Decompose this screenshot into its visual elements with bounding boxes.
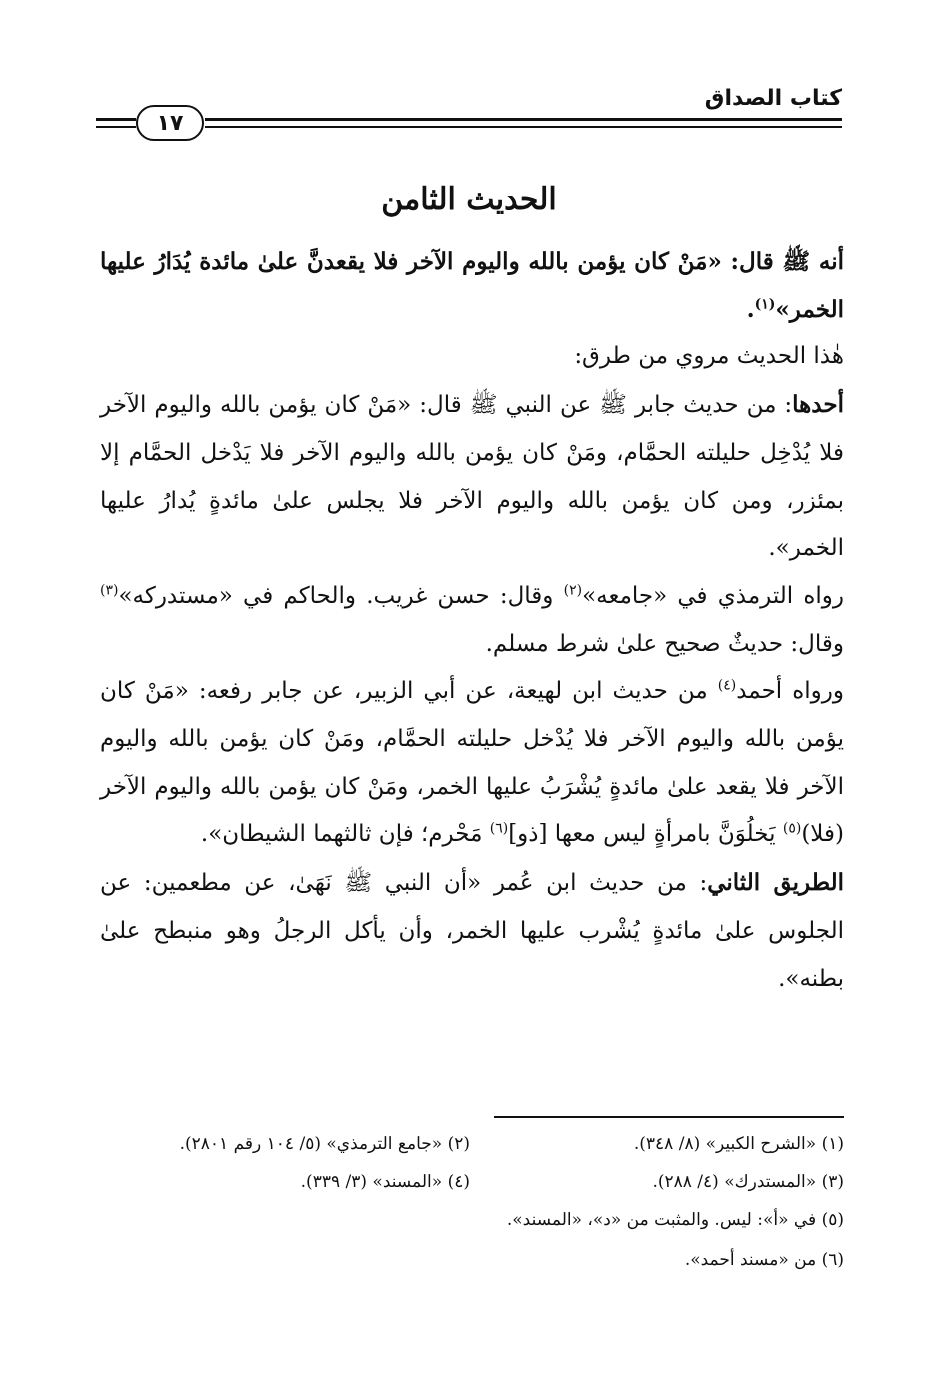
footnote-ref-4: (٤) xyxy=(717,677,737,694)
header-rule-left-thin xyxy=(96,126,136,128)
footnote-6: (٦) من «مسند أحمد». xyxy=(684,1250,844,1270)
para-5-tail: من حديث ابن لهيعة، عن أبي الزبير، عن جابر رفعه: «مَنْ كان يؤمن بالله واليوم الآخر فلا يُدْخل حليلته الحمَّام، ومَنْ كان يؤمن بالله واليوم الآخر فلا يقعد علىٰ مائدةٍ يُشْرَبُ عليها الخمر، ومَنْ كان يؤمن بالله واليوم الآخر (فلا) xyxy=(100,678,844,848)
footnote-1: (١) «الشرح الكبير» (٨/ ٣٤٨). xyxy=(633,1134,844,1154)
header-rule-thin xyxy=(205,126,842,128)
paragraph-2 xyxy=(100,333,844,381)
paragraph-5 xyxy=(100,668,844,859)
footnote-ref-5: (٥) xyxy=(782,820,802,837)
page-number-badge: ١٧ xyxy=(136,105,204,141)
para-5-text: ورواه أحمد xyxy=(736,678,844,705)
para-1-text: أنه ﷺ قال: «مَنْ كان يؤمن بالله واليوم الآخر فلا يقعدنَّ علىٰ مائدة يُدَارُ عليها الخمر» xyxy=(100,248,844,323)
paragraph-1 xyxy=(100,238,844,333)
main-text xyxy=(100,238,844,1003)
footnote-ref-6: (٦) xyxy=(489,820,509,837)
footnote-3: (٣) «المستدرك» (٤/ ٢٨٨). xyxy=(652,1172,844,1192)
para-5-tail2: يَخلُوَنَّ بامرأةٍ ليس معها [ذو] xyxy=(508,821,783,848)
para-4-tail: وقال: حسن غريب. والحاكم في «مستدركه» xyxy=(118,582,564,609)
paragraph-3 xyxy=(100,381,844,573)
footnote-separator xyxy=(494,1116,844,1118)
para-2-text: هٰذا الحديث مروي من طرق: xyxy=(574,343,844,370)
para-6-lead: الطريق الثاني xyxy=(707,869,845,897)
header-rule-thick xyxy=(205,118,842,121)
para-6-text: : من حديث ابن عُمر «أن النبي ﷺ نَهَىٰ، عن مطعمين: عن الجلوس علىٰ مائدةٍ يُشْرب عليها الخمر، وأن يأكل الرجلُ وهو منبطح علىٰ بطنه». xyxy=(100,870,844,992)
running-header-title: كتاب الصداق xyxy=(704,86,842,111)
para-4-text: رواه الترمذي في «جامعه» xyxy=(582,582,845,609)
footnote-4: (٤) «المسند» (٣/ ٣٣٩). xyxy=(300,1172,470,1192)
paragraph-4 xyxy=(100,573,844,668)
para-5-tail3: مَحْرم؛ فإن ثالثهما الشيطان». xyxy=(200,821,490,848)
footnote-ref-2: (٢) xyxy=(563,582,583,599)
para-3-text: : من حديث جابر ﷺ عن النبي ﷺ قال: «مَنْ كان يؤمن بالله واليوم الآخر فلا يُدْخِل حليلته الحمَّام، ومَنْ كان يؤمن بالله واليوم الآخر فلا يَدْخل الحمَّام إلا بمئزر، ومن كان يؤمن بالله واليوم الآخر فلا يجلس علىٰ مائدةٍ يُدارُ عليها الخمر». xyxy=(100,392,844,562)
footnote-ref-1: (١) xyxy=(754,296,776,313)
footnote-2: (٢) «جامع الترمذي» (٥/ ١٠٤ رقم ٢٨٠١). xyxy=(179,1134,470,1154)
header-rule-left-thick xyxy=(96,118,136,121)
footnote-ref-3: (٣) xyxy=(100,582,119,599)
para-4-tail2: وقال: حديثٌ صحيح علىٰ شرط مسلم. xyxy=(485,630,844,657)
hadith-title: الحديث الثامن xyxy=(381,182,557,217)
para-3-lead: أحدها xyxy=(792,391,844,419)
paragraph-6 xyxy=(100,859,844,1003)
footnote-5: (٥) في «أ»: ليس. والمثبت من «د»، «المسند». xyxy=(506,1210,844,1230)
para-1-tail: . xyxy=(746,295,755,323)
